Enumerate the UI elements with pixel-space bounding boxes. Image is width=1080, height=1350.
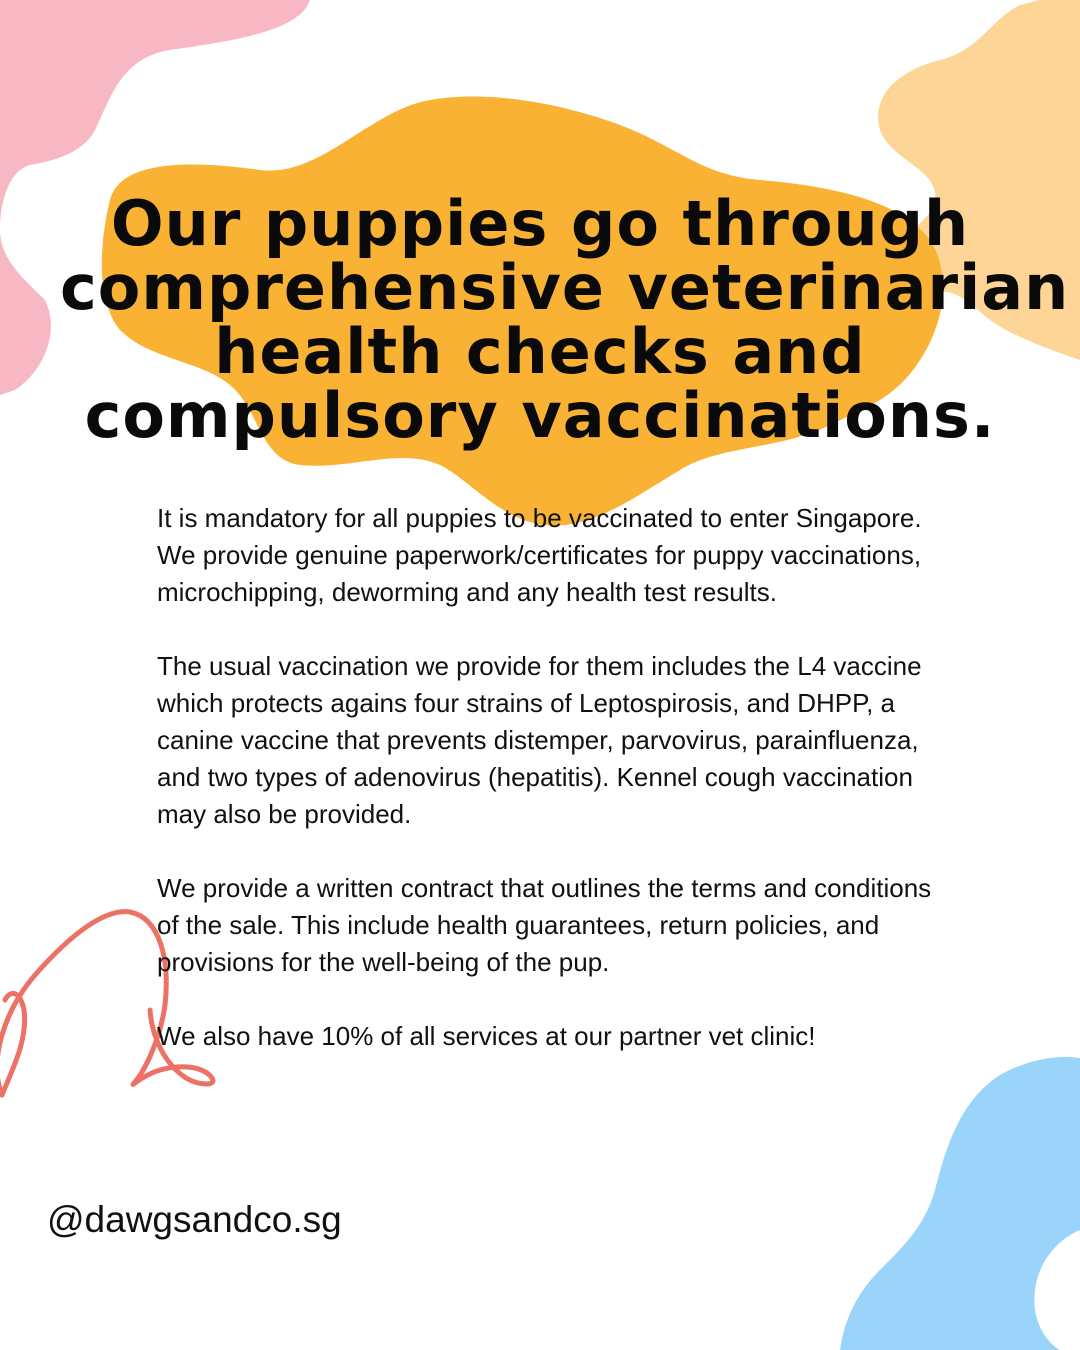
paragraph-vaccination-mandatory: It is mandatory for all puppies to be vaccinated to enter Singapore. We provide genuine paperwork/certificates for puppy vaccinations, microchipping, deworming and any health test results. [157,503,922,607]
paragraph-partner-vet: We also have 10% of all services at our partner vet clinic! [157,1021,816,1051]
headline-line-1: Our puppies go through [110,187,970,260]
headline-line-3: health checks and [214,315,866,388]
social-handle: @dawgsandco.sg [47,1199,342,1240]
headline-line-2: comprehensive veterinarian [60,251,1070,324]
headline [60,187,1070,452]
body-text [157,500,947,1092]
paragraph-written-contract: We provide a written contract that outlines the terms and conditions of the sale. This include health guarantees, return policies, and provisions for the well-being of the pup. [157,873,932,977]
paragraph-usual-vaccines: The usual vaccination we provide for them includes the L4 vaccine which protects agains four strains of Leptospirosis, and DHPP, a canine vaccine that prevents distemper, parvovirus, parainfluenza, and two types of adenovirus (hepatitis). Kennel cough vaccination may also be provided. [157,651,922,829]
headline-line-4: compulsory vaccinations. [84,379,996,452]
